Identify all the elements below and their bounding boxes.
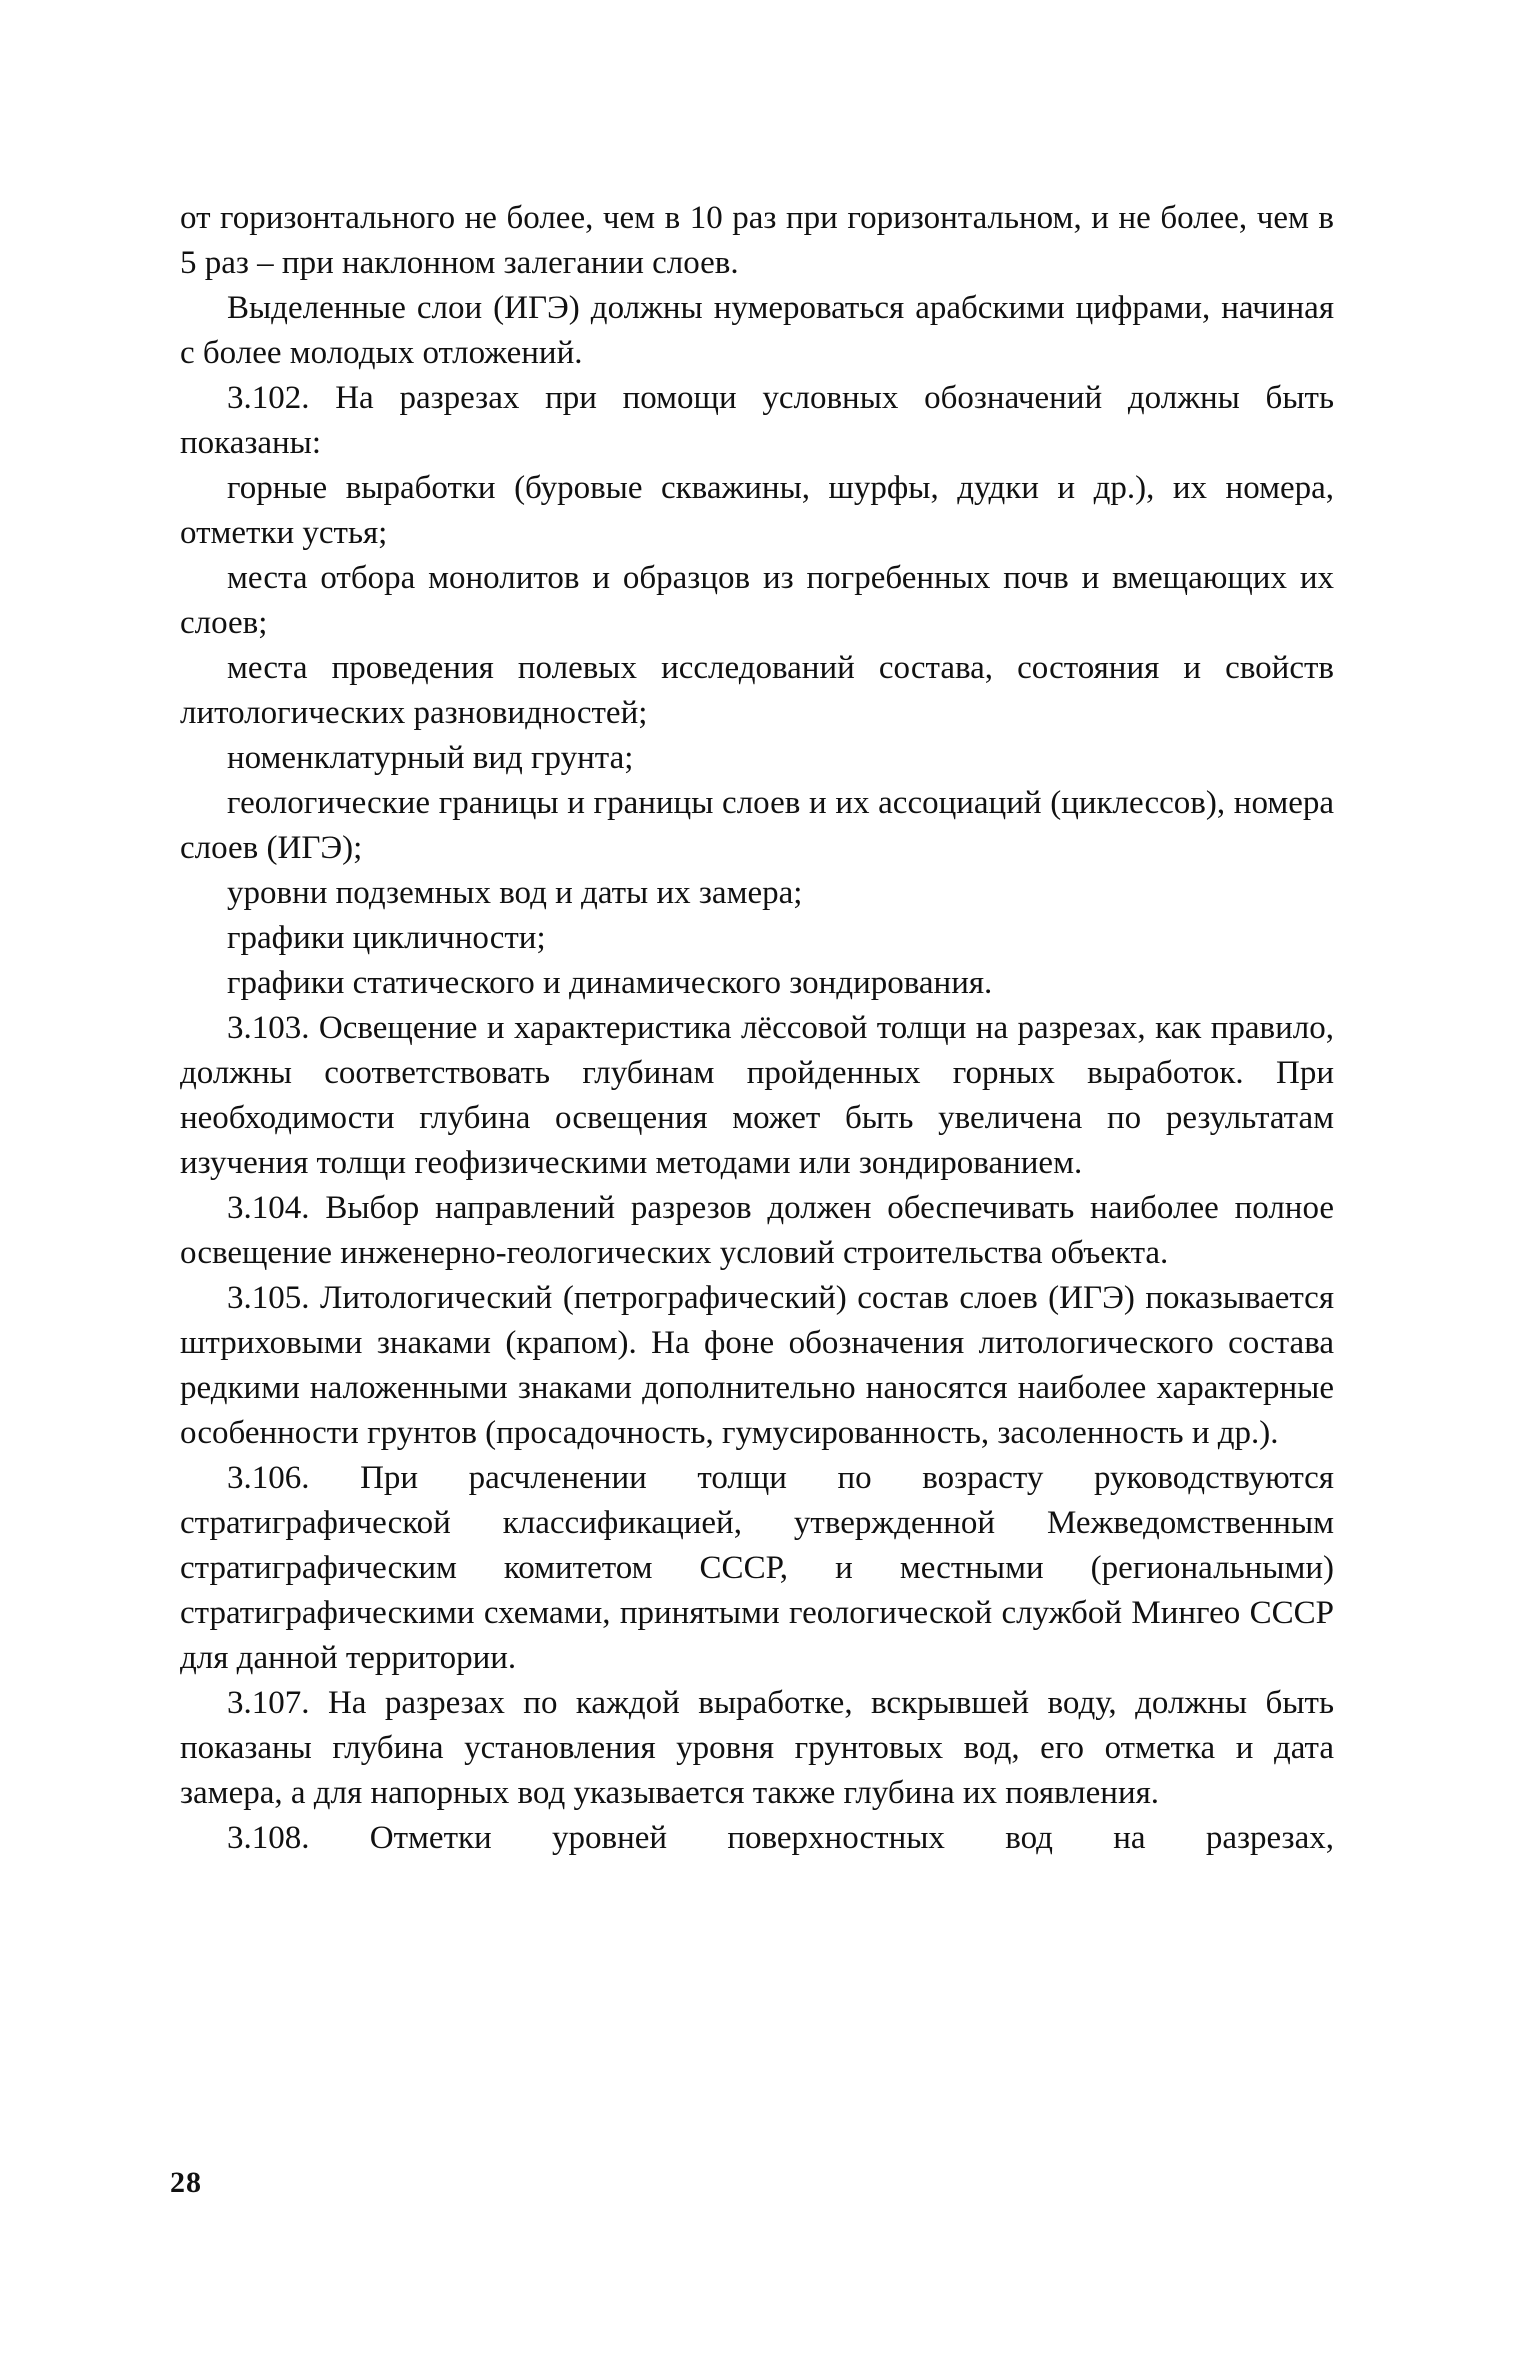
list-item: уровни подземных вод и даты их замера; — [227, 875, 803, 911]
paragraph-3-103: 3.103. Освещение и характеристика лёссовой толщи на разрезах, как правило, должны соответствовать глубинам пройденных горных выработок. При необходимости глубина освещения может быть увеличена по результатам изучения толщи геофизическими методами или зондированием. — [180, 1010, 1334, 1181]
paragraph-layers-numbering: Выделенные слои (ИГЭ) должны нумероваться арабскими цифрами, начиная с более молодых отложений. — [180, 290, 1334, 371]
paragraph-3-107: 3.107. На разрезах по каждой выработке, вскрывшей воду, должны быть показаны глубина установления уровня грунтовых вод, его отметка и дата замера, а для напорных вод указывается также глубина их появления. — [180, 1685, 1334, 1811]
paragraph-3-104: 3.104. Выбор направлений разрезов должен обеспечивать наиболее полное освещение инженерно-геологических условий строительства объекта. — [180, 1190, 1334, 1271]
page-number: 28 — [170, 2166, 202, 2199]
paragraph-3-108: 3.108. Отметки уровней поверхностных вод на разрезах, — [227, 1820, 1334, 1856]
list-item: графики статического и динамического зондирования. — [227, 965, 993, 1001]
list-item: места проведения полевых исследований состава, состояния и свойств литологических разновидностей; — [180, 650, 1334, 731]
list-item: номенклатурный вид грунта; — [227, 740, 634, 776]
paragraph-3-106: 3.106. При расчленении толщи по возрасту руководствуются стратиграфической классификацией, утвержденной Межведомственным стратиграфическим комитетом СССР, и местными (региональными) стратиграфическими схемами, принятыми геологической службой Мингео СССР для данной территории. — [180, 1460, 1334, 1676]
paragraph-3-105: 3.105. Литологический (петрографический) состав слоев (ИГЭ) показывается штриховыми знаками (крапом). На фоне обозначения литологического состава редкими наложенными знаками дополнительно наносятся наиболее характерные особенности грунтов (просадочность, гумусированность, засоленность и др.). — [180, 1280, 1334, 1451]
list-item: геологические границы и границы слоев и их ассоциаций (циклессов), номера слоев (ИГЭ); — [180, 785, 1334, 866]
page-body — [180, 196, 1334, 1861]
paragraph-continuation: от горизонтального не более, чем в 10 раз при горизонтальном, и не более, чем в 5 раз – при наклонном залегании слоев. — [180, 200, 1334, 281]
list-item: места отбора монолитов и образцов из погребенных почв и вмещающих их слоев; — [180, 560, 1334, 641]
list-item: графики цикличности; — [227, 920, 546, 956]
list-item: горные выработки (буровые скважины, шурфы, дудки и др.), их номера, отметки устья; — [180, 470, 1334, 551]
paragraph-3-102: 3.102. На разрезах при помощи условных обозначений должны быть показаны: — [180, 380, 1334, 461]
